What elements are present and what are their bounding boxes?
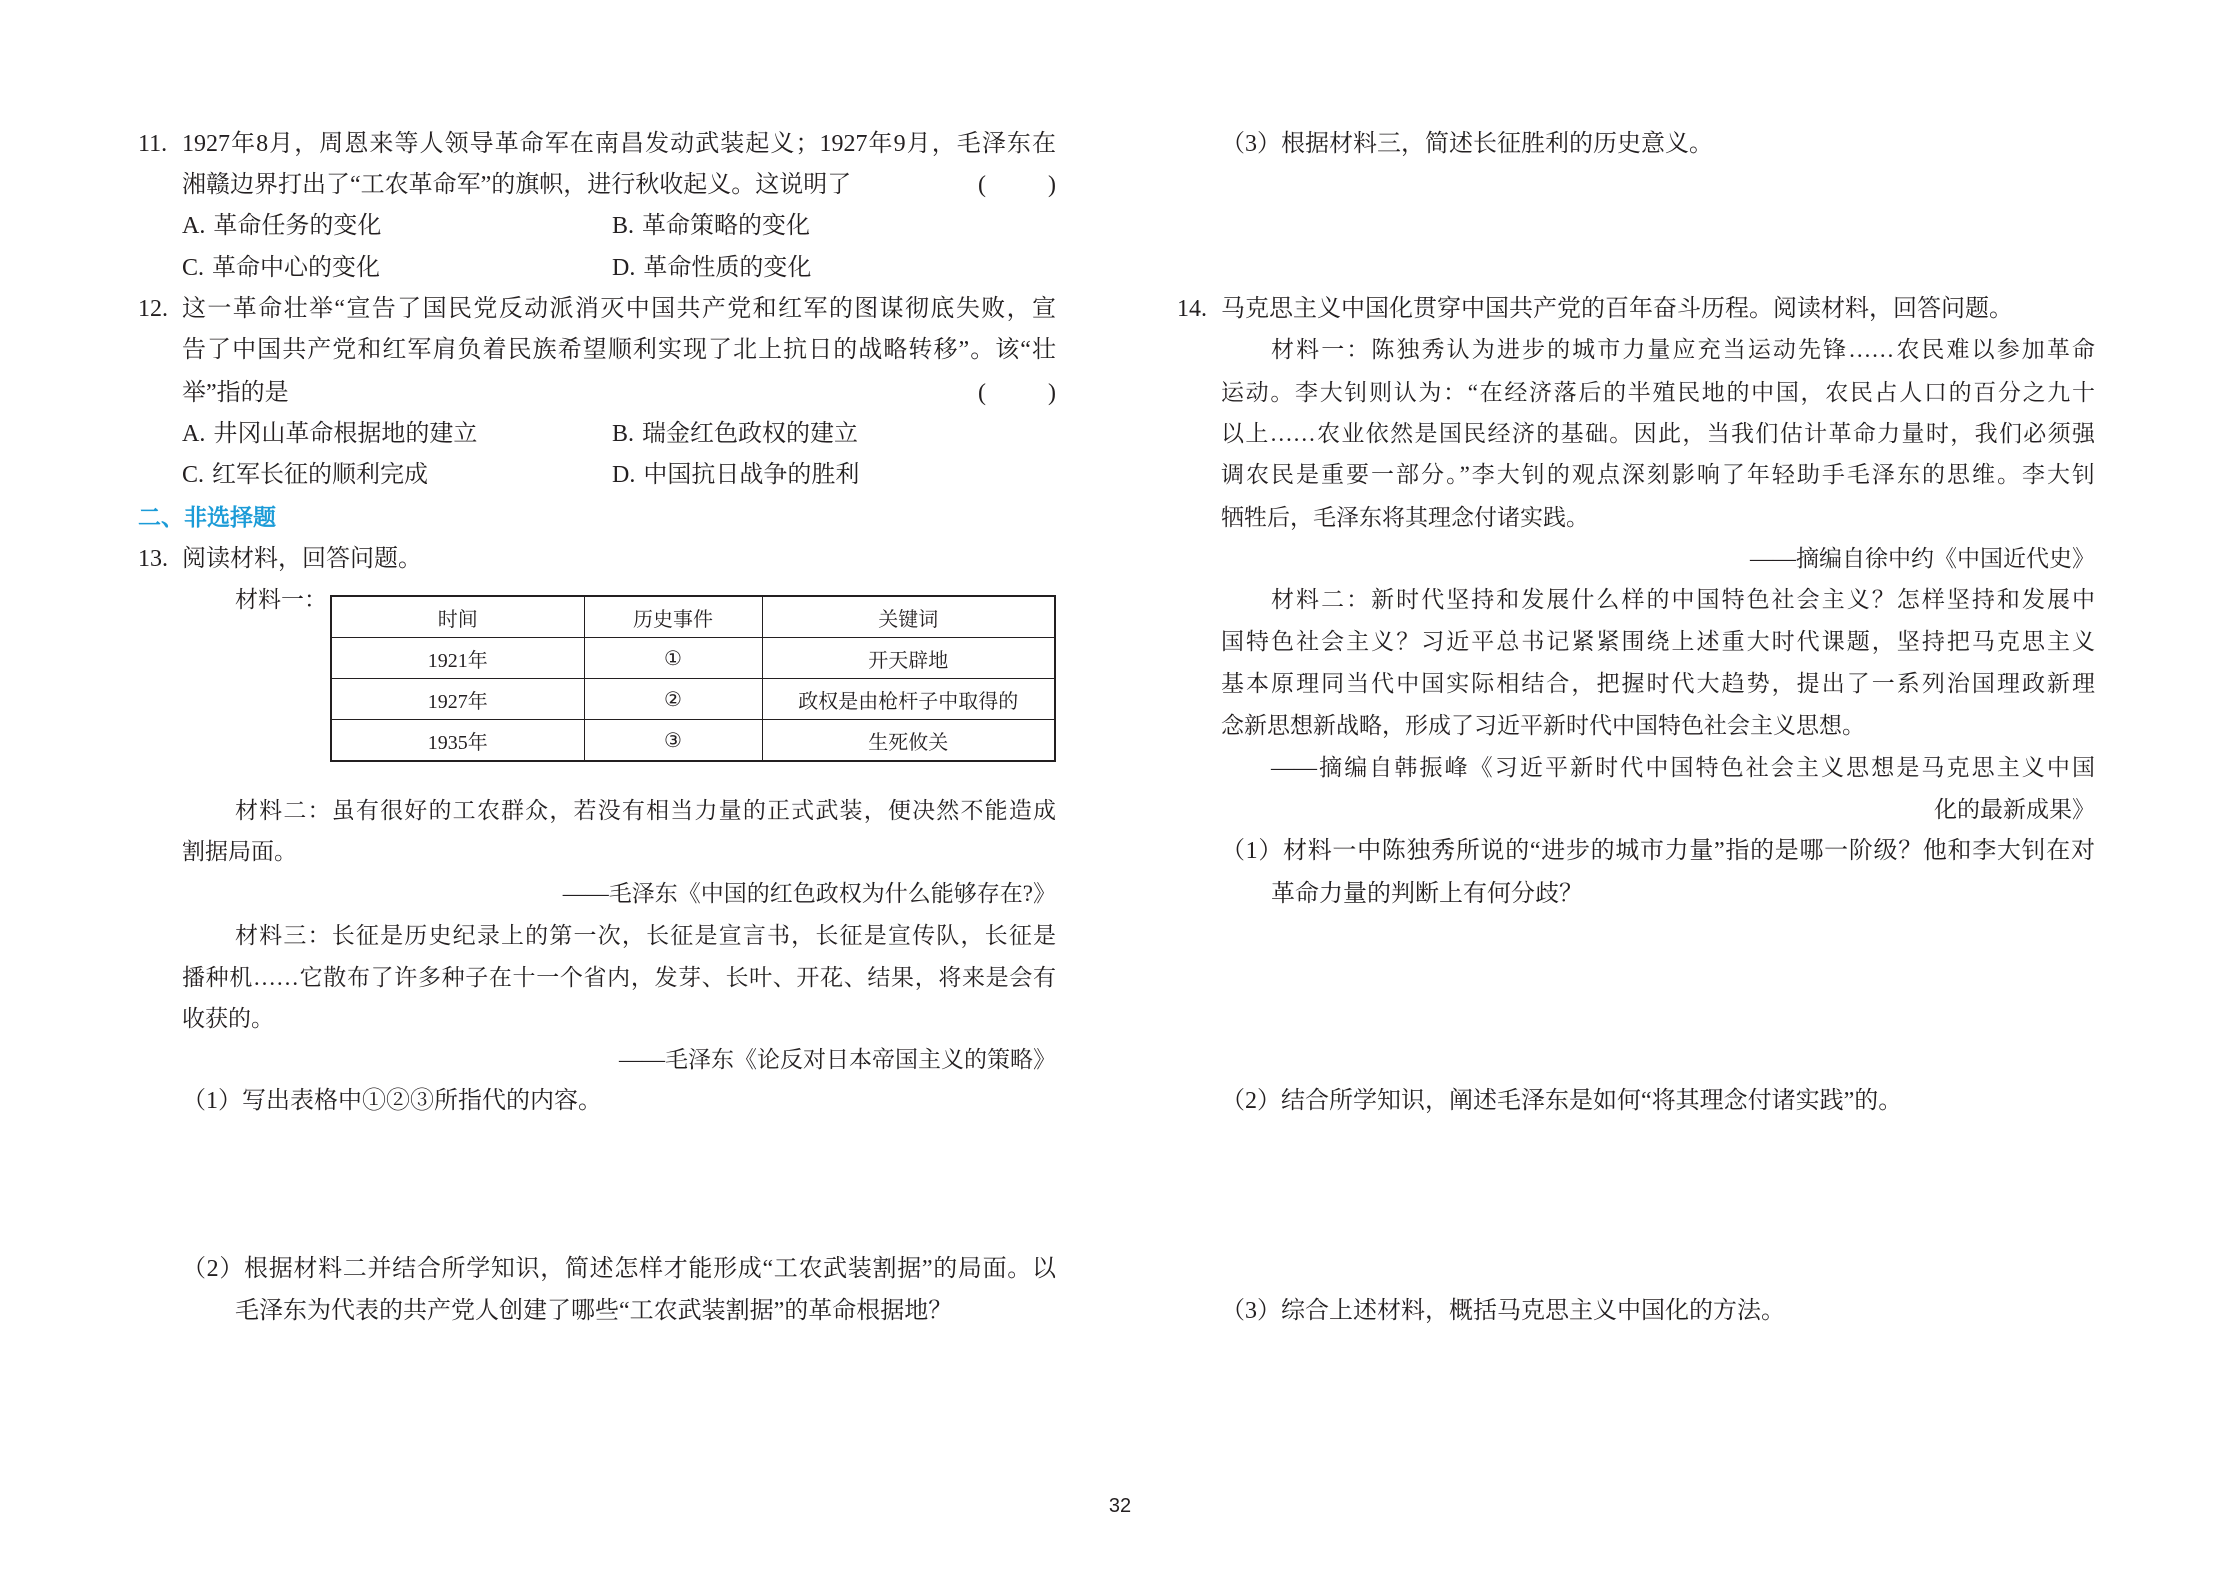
table-cell: 开天辟地 bbox=[762, 638, 1055, 679]
answer-blank: ( ) bbox=[978, 380, 1056, 406]
material-line: 以上……农业依然是国民经济的基础。因此，当我们估计革命力量时，我们必须强 bbox=[1221, 421, 2095, 446]
sub-question-2: （2）结合所学知识，阐述毛泽东是如何“将其理念付诸实践”的。 bbox=[1221, 1088, 1903, 1114]
section-heading: 二、非选择题 bbox=[138, 505, 276, 531]
option-text: 瑞金红色政权的建立 bbox=[642, 421, 859, 447]
option-label: C. bbox=[182, 462, 205, 488]
question-stem-line: 这一革命壮举“宣告了国民党反动派消灭中国共产党和红军的图谋彻底失败，宣 bbox=[182, 296, 1056, 322]
table-cell: 政权是由枪杆子中取得的 bbox=[762, 679, 1055, 720]
table-cell: 1927年 bbox=[331, 679, 584, 720]
table-cell: ① bbox=[584, 638, 762, 679]
question-prompt: 马克思主义中国化贯穿中国共产党的百年奋斗历程。阅读材料，回答问题。 bbox=[1221, 296, 2013, 322]
material-line: 收获的。 bbox=[182, 1006, 274, 1031]
option-c bbox=[182, 247, 380, 289]
table-cell: ② bbox=[584, 679, 762, 720]
table-row bbox=[331, 679, 1055, 720]
sub-question-1: （1）写出表格中①②③所指代的内容。 bbox=[182, 1088, 602, 1114]
question-number: 13. bbox=[138, 546, 168, 572]
material-line: 割据局面。 bbox=[182, 839, 297, 864]
material-line: 播种机……它散布了许多种子在十一个省内，发芽、长叶、开花、结果，将来是会有 bbox=[182, 965, 1056, 990]
material-source: ——摘编自徐中约《中国近代史》 bbox=[1750, 546, 2095, 571]
table-header-row bbox=[331, 596, 1055, 638]
table-row bbox=[331, 720, 1055, 762]
answer-blank: ( ) bbox=[978, 172, 1056, 198]
material-source: ——毛泽东《论反对日本帝国主义的策略》 bbox=[619, 1047, 1056, 1072]
question-stem-line: 告了中国共产党和红军肩负着民族希望顺利实现了北上抗日的战略转移”。该“壮 bbox=[182, 337, 1056, 363]
question-stem-line: 1927年8月，周恩来等人领导革命军在南昌发动武装起义；1927年9月，毛泽东在 bbox=[182, 131, 1056, 157]
option-text: 革命中心的变化 bbox=[212, 255, 381, 281]
material-line: 运动。李大钊则认为：“在经济落后的半殖民地的中国，农民占人口的百分之九十 bbox=[1221, 380, 2095, 405]
option-text: 中国抗日战争的胜利 bbox=[643, 462, 860, 488]
question-prompt: 阅读材料，回答问题。 bbox=[182, 546, 422, 572]
table-header-cell: 历史事件 bbox=[584, 596, 762, 638]
question-number: 12. bbox=[138, 296, 168, 322]
table-header-cell: 时间 bbox=[331, 596, 584, 638]
material-line: 调农民是重要一部分。”李大钊的观点深刻影响了年轻助手毛泽东的思维。李大钊 bbox=[1221, 462, 2095, 487]
sub-question-3: （3）综合上述材料，概括马克思主义中国化的方法。 bbox=[1221, 1298, 1785, 1324]
page-number: 32 bbox=[1108, 1495, 1132, 1517]
option-c bbox=[182, 454, 428, 496]
table-cell: 1921年 bbox=[331, 638, 584, 679]
material-line: 材料二：新时代坚持和发展什么样的中国特色社会主义？怎样坚持和发展中 bbox=[1271, 587, 2095, 612]
option-d bbox=[612, 454, 859, 496]
table-header-cell: 关键词 bbox=[762, 596, 1055, 638]
sub-question-1-line: 革命力量的判断上有何分歧？ bbox=[1271, 881, 1583, 907]
material-source: ——摘编自韩振峰《习近平新时代中国特色社会主义思想是马克思主义中国 bbox=[1271, 755, 2095, 780]
sub-question-2-line: （2）根据材料二并结合所学知识，简述怎样才能形成“工农武装割据”的局面。以 bbox=[182, 1256, 1056, 1282]
option-label: B. bbox=[612, 213, 635, 239]
option-label: D. bbox=[612, 462, 636, 488]
material-line: 材料一：陈独秀认为进步的城市力量应充当运动先锋……农民难以参加革命 bbox=[1271, 337, 2095, 362]
material-source: ——毛泽东《中国的红色政权为什么能够存在?》 bbox=[562, 881, 1056, 906]
table-cell: 生死攸关 bbox=[762, 720, 1055, 762]
material-line: 基本原理同当代中国实际相结合，把握时代大趋势，提出了一系列治国理政新理 bbox=[1221, 671, 2095, 696]
question-number: 14. bbox=[1177, 296, 1207, 322]
material-label: 材料一： bbox=[235, 587, 327, 612]
material-line: 牺牲后，毛泽东将其理念付诸实践。 bbox=[1221, 505, 1589, 530]
question-number: 11. bbox=[138, 131, 168, 157]
option-a bbox=[182, 413, 477, 455]
option-label: A. bbox=[182, 421, 206, 447]
table-cell: ③ bbox=[584, 720, 762, 762]
question-stem-line: 湘赣边界打出了“工农革命军”的旗帜，进行秋收起义。这说明了 bbox=[182, 172, 852, 198]
sub-question-2-line: 毛泽东为代表的共产党人创建了哪些“工农武装割据”的革命根据地？ bbox=[235, 1298, 953, 1324]
question-stem-line: 举”指的是 bbox=[182, 380, 289, 406]
material-line: 念新思想新战略，形成了习近平新时代中国特色社会主义思想。 bbox=[1221, 713, 1865, 738]
table-row bbox=[331, 638, 1055, 679]
option-text: 革命策略的变化 bbox=[642, 213, 811, 239]
option-b bbox=[612, 205, 810, 247]
option-text: 红军长征的顺利完成 bbox=[212, 462, 429, 488]
material-line: 材料三：长征是历史纪录上的第一次，长征是宣言书，长征是宣传队，长征是 bbox=[235, 923, 1056, 948]
table-cell: 1935年 bbox=[331, 720, 584, 762]
material-line: 材料二：虽有很好的工农群众，若没有相当力量的正式武装，便决然不能造成 bbox=[235, 798, 1056, 823]
option-label: D. bbox=[612, 255, 636, 281]
option-a bbox=[182, 205, 381, 247]
option-b bbox=[612, 413, 858, 455]
option-text: 井冈山革命根据地的建立 bbox=[213, 421, 478, 447]
sub-question-1-line: （1）材料一中陈独秀所说的“进步的城市力量”指的是哪一阶级？他和李大钊在对 bbox=[1221, 838, 2095, 864]
material-source: 化的最新成果》 bbox=[1934, 797, 2095, 822]
option-label: B. bbox=[612, 421, 635, 447]
option-label: A. bbox=[182, 213, 206, 239]
option-d bbox=[612, 247, 811, 289]
option-text: 革命性质的变化 bbox=[643, 255, 812, 281]
option-text: 革命任务的变化 bbox=[213, 213, 382, 239]
material-line: 国特色社会主义？习近平总书记紧紧围绕上述重大时代课题，坚持把马克思主义 bbox=[1221, 629, 2095, 654]
option-label: C. bbox=[182, 255, 205, 281]
sub-question-3: （3）根据材料三，简述长征胜利的历史意义。 bbox=[1221, 131, 1713, 157]
material-table bbox=[330, 595, 1056, 762]
